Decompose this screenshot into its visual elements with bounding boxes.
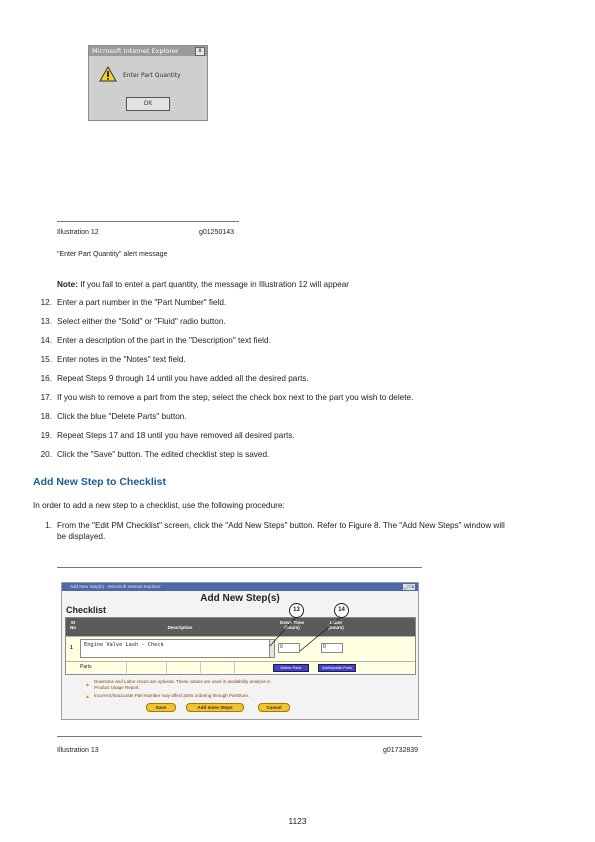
step-number: 18.	[40, 412, 52, 421]
warning-icon: ▲	[85, 694, 90, 700]
col-downtime: Down Time (hours)	[280, 620, 304, 630]
description-value: Engine Valve Lash - Check	[84, 642, 164, 648]
parts-label: Parts	[80, 664, 92, 670]
section-heading: Add New Step to Checklist	[33, 476, 167, 488]
step-number: 14.	[40, 336, 52, 345]
step-text: Select either the "Solid" or "Fluid" radio button.	[57, 317, 226, 326]
illustration-12-caption: "Enter Part Quantity" alert message	[57, 251, 168, 258]
figure-rule-bottom	[57, 736, 422, 737]
section-step-1-cont: be displayed.	[57, 532, 106, 541]
page-number: 1123	[288, 816, 307, 826]
note-downtime: Downtime and Labor Hours are optional. These values are used in availability analysis in Product Usage Report.	[94, 679, 271, 690]
note-text: If you fail to enter a part quantity, the message in Illustration 12 will appear	[80, 280, 350, 289]
step-text: From the "Edit PM Checklist" screen, click the "Add New Steps" button. Refer to Figure 8. The "Add New Steps" window will	[57, 521, 505, 530]
dialog-message: Enter Part Quantity	[123, 72, 181, 79]
step-text: If you wish to remove a part from the step, select the check box next to the part you wish to delete.	[57, 393, 414, 402]
checklist-title: Checklist	[66, 605, 107, 615]
step-text: Click the blue "Delete Parts" button.	[57, 412, 187, 421]
cancel-button[interactable]: Cancel	[258, 703, 290, 712]
warning-icon: ▲	[85, 682, 90, 688]
note-part-number: Incorrect/inaccurate Part Number may affect parts ordering through PartStore.	[94, 693, 250, 698]
step-number: 15.	[40, 355, 52, 364]
window-controls[interactable]: _ □ x	[404, 584, 414, 589]
illustration-13-code: g01732839	[383, 747, 419, 754]
col-description: Description	[167, 625, 193, 630]
add-update-parts-button[interactable]: Add/Update Parts	[318, 664, 356, 672]
step-text: Enter notes in the "Notes" text field.	[57, 355, 186, 364]
callout-14: 14	[334, 603, 349, 618]
step-text: Repeat Steps 9 through 14 until you have added all the desired parts.	[57, 374, 309, 383]
illustration-12-code: g01250143	[199, 229, 235, 236]
step-number: 19.	[40, 431, 52, 440]
dialog-title: Microsoft Internet Explorer	[92, 47, 179, 55]
step-number: 17.	[40, 393, 52, 402]
note-label: Note:	[57, 280, 78, 289]
delete-parts-button[interactable]: Delete Parts	[273, 664, 309, 672]
col-labor: Labor (hours)	[328, 620, 344, 630]
step-number: 13.	[40, 317, 52, 326]
downtime-value: 0	[280, 644, 283, 650]
close-icon[interactable]: x	[195, 47, 205, 56]
save-button[interactable]: Save	[146, 703, 176, 712]
step-text: Repeat Steps 17 and 18 until you have removed all desired parts.	[57, 431, 295, 440]
callout-13: 13	[289, 603, 304, 618]
step-text: Enter a description of the part in the "Description" text field.	[57, 336, 271, 345]
section-intro: In order to add a new step to a checklist, use the following procedure:	[33, 501, 285, 510]
step-number: 16.	[40, 374, 52, 383]
ok-button[interactable]: OK	[126, 97, 170, 111]
add-more-steps-button[interactable]: Add more Steps	[186, 703, 244, 712]
step-text: Enter a part number in the "Part Number" field.	[57, 298, 227, 307]
step-text: Click the "Save" button. The edited checklist step is saved.	[57, 450, 270, 459]
col-st-no: St No	[70, 620, 76, 630]
labor-value: 0	[323, 644, 326, 650]
step-number: 12.	[40, 298, 52, 307]
illustration-13-label: Illustration 13	[57, 747, 99, 754]
step-number: 1.	[45, 521, 52, 530]
row-number: 1	[70, 645, 73, 651]
page-title: Add New Step(s)	[200, 593, 280, 604]
illustration-12-label: Illustration 12	[57, 229, 99, 236]
window-title: Add New Step(s) - Microsoft Internet Explorer	[70, 584, 161, 589]
step-number: 20.	[40, 450, 52, 459]
